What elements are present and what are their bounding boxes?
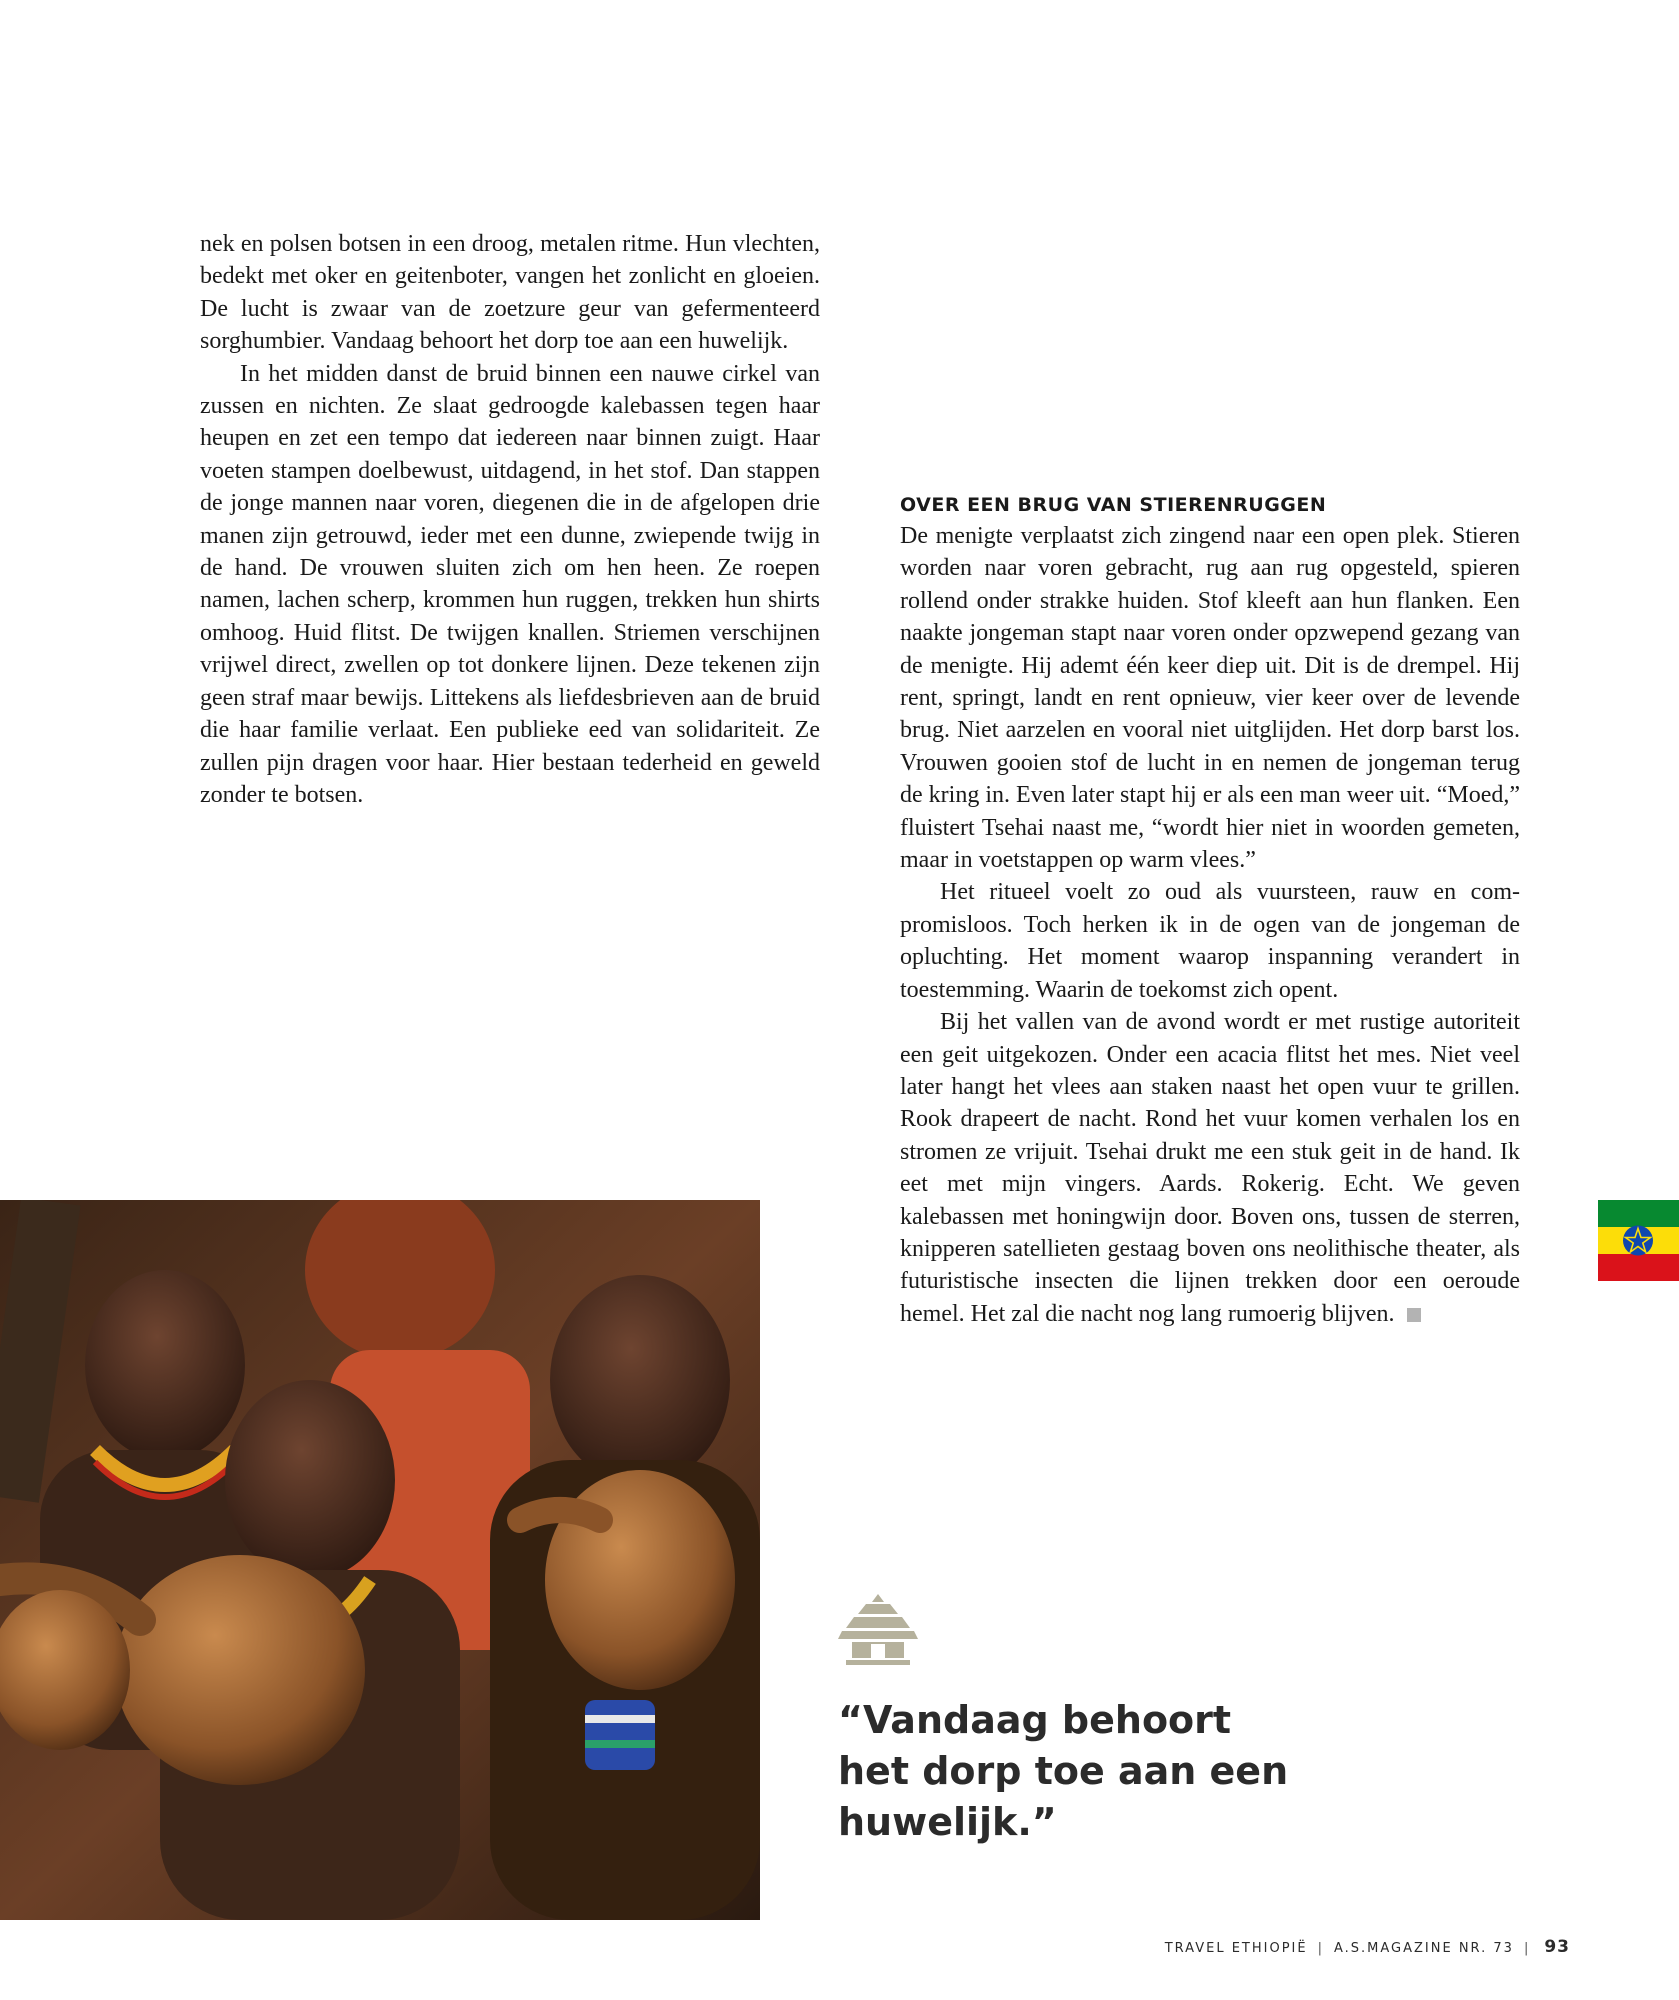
hut-icon (838, 1592, 918, 1666)
footer-section: TRAVEL ETHIOPIË (1164, 1941, 1308, 1956)
pull-quote: “Vandaag behoort het dorp toe aan een huwelijk.” (838, 1698, 1289, 1844)
left-text-column (200, 228, 820, 811)
paragraph: Het ritueel voelt zo oud als vuursteen, rauw en compromisloos. Toch herken ik in de ogen van de jongeman de opluchting. Het moment waarop inspanning verandert in toestemming. Waarin de toekomst zich opent. (900, 879, 1520, 1003)
ethiopia-flag-icon (1598, 1200, 1679, 1281)
page-footer (1100, 1937, 1570, 1957)
footer-magazine: A.S.MAGAZINE NR. 73 (1333, 1941, 1514, 1956)
last-paragraph (900, 1006, 1520, 1330)
footer-separator: | (1317, 1941, 1324, 1956)
page-number: 93 (1544, 1937, 1570, 1957)
section-subheading: OVER EEN BRUG VAN STIERENRUGGEN (900, 494, 1327, 516)
paragraph: In het midden danst de bruid binnen een nauwe cirkel van zussen en nichten. Ze slaat gedroogde kalebassen tegen haar heupen en zet een tempo dat iedereen naar binnen zuigt. Haar voeten stampen doelbewust, uitdagend, in het stof. Dan stappen de jonge mannen naar voren, diegenen die in de afgelopen drie manen zijn getrouwd, ieder met een dunne, zwiepende twijg in de hand. De vrouwen sluiten zich om hen heen. Ze roepen namen, lachen scherp, krommen hun ruggen, trekken hun shirts omhoog. Huid flitst. De twijgen knallen. Striemen verschijnen vrijwel direct, zwellen op tot donkere lijnen. Deze tekenen zijn geen straf maar bewijs. Littekens als liefdesbrieven aan de bruid die haar familie verlaat. Een publieke eed van solidariteit. Ze zullen pijn dragen voor haar. Hier bestaan tederheid en geweld zonder te botsen. (200, 360, 820, 808)
photo-men-with-gourds (0, 1200, 760, 1920)
paragraph: De menigte verplaatst zich zingend naar een open plek. Stieren worden naar voren gebracht, rug aan rug opgesteld, spieren rollend onder strakke huiden. Stof kleeft aan hun flanken. Een naakte jongeman stapt naar voren onder opzwepend gezang van de menigte. Hij ademt één keer diep uit. Dit is de drempel. Hij rent, springt, landt en rent opnieuw, vier keer over de levende brug. Niet aarzelen en vooral niet uitglijden. Het dorp barst los. Vrouwen gooien stof de lucht in en nemen de jongeman terug de kring in. Even later stapt hij er als een man weer uit. “Moed,” fluistert Tsehai naast me, “wordt hier niet in woorden gemeten, maar in voetstappen op warm vlees.” (900, 523, 1520, 874)
paragraph-text: Bij het vallen van de avond wordt er met rustige autoriteit een geit uitgekozen. Onder een acacia flitst het mes. Niet veel later hangt het vlees aan staken naast het open vuur te grillen. Rook drapeert de nacht. Rond het vuur komen verhalen los en stromen ze vrijuit. Tsehai drukt me een stuk geit in de hand. Ik eet met mijn vingers. Aards. Rokerig. Echt. We geven kalebassen met honingwijn door. Boven ons, tussen de sterren, knipperen satellieten gestaag boven ons neolithische theater, als futuristische insecten die lijnen trekken door een oeroude hemel. Het zal die nacht nog lang rumoerig blijven. (900, 1009, 1520, 1327)
paragraph: nek en polsen botsen in een droog, metalen ritme. Hun vlechten, bedekt met oker en geitenboter, vangen het zonlicht en gloeien. De lucht is zwaar van de zoetzure geur van gefermenteerd sorghumbier. Vandaag behoort het dorp toe aan een huwelijk. (200, 231, 820, 355)
photo-illustration (0, 1200, 760, 1920)
footer-separator: | (1523, 1941, 1531, 1956)
right-text-column (900, 490, 1520, 1330)
end-square-icon (1407, 1308, 1421, 1322)
